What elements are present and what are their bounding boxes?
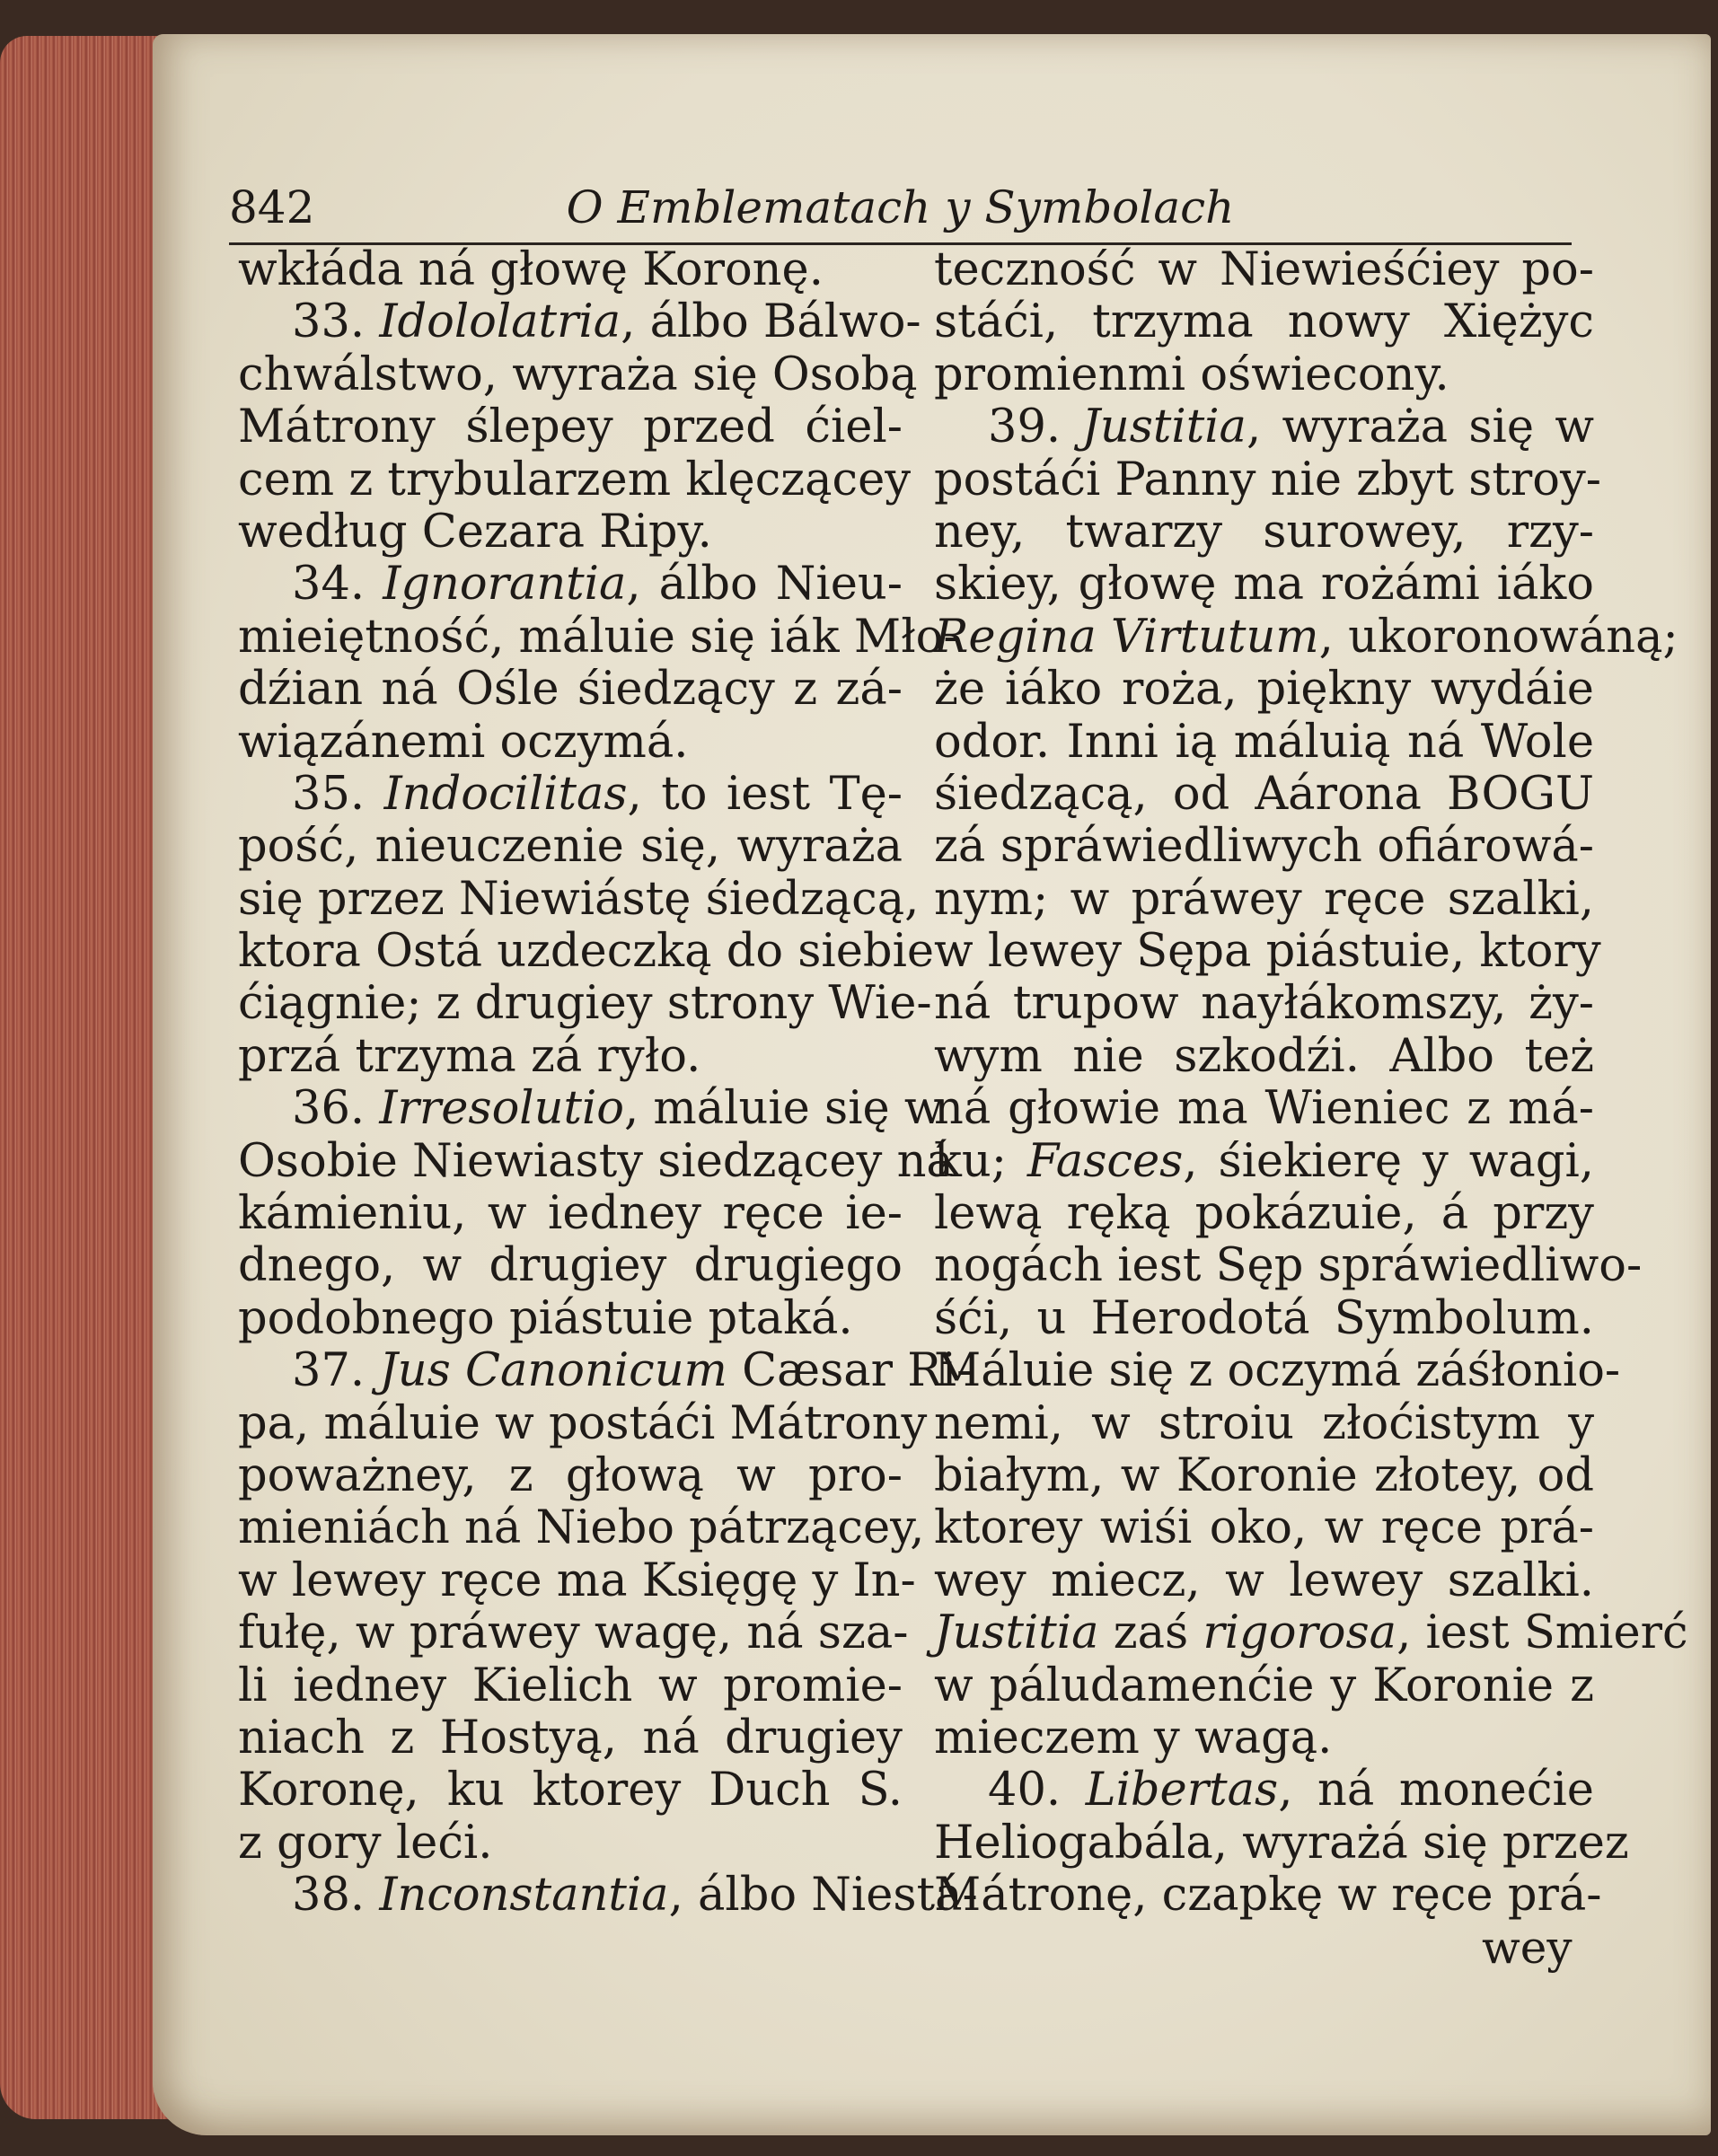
text-line xyxy=(238,506,903,559)
right-text-column xyxy=(934,243,1688,1923)
line-text: , ukoronowáną; xyxy=(1318,610,1678,664)
text-line xyxy=(934,610,1678,664)
text-line xyxy=(238,1817,903,1870)
text-line xyxy=(934,1031,1594,1083)
text-line xyxy=(238,1344,973,1398)
page-header xyxy=(229,178,1572,245)
text-line xyxy=(934,506,1594,559)
line-text: teczność w Niewieśćiey po- xyxy=(934,243,1594,296)
entry-number: 34. xyxy=(292,558,383,612)
text-line xyxy=(934,401,1594,453)
line-text: nemi, w stroiu złoćistym y xyxy=(934,1396,1594,1450)
text-line xyxy=(934,1660,1594,1712)
latin-term: Idololatria xyxy=(379,295,621,349)
line-text: skiey, głowę ma rożámi iáko xyxy=(934,558,1594,612)
line-text: , álbo Bálwo- xyxy=(621,295,921,349)
running-title: O Emblematach y Symbolach xyxy=(566,181,1235,233)
line-text: wey miecz, w lewey szalki. xyxy=(934,1553,1594,1607)
line-text: , álbo Niestá- xyxy=(668,1869,978,1923)
line-text: ktorey wiśi oko, w ręce prá- xyxy=(934,1501,1594,1555)
text-line xyxy=(238,1712,903,1764)
line-text: , máluie się w xyxy=(623,1082,944,1136)
line-text: nogách iest Sęp spráwiedliwo- xyxy=(934,1239,1643,1293)
text-line xyxy=(238,453,912,506)
text-line xyxy=(934,1293,1594,1345)
text-line xyxy=(934,1764,1594,1817)
latin-term: Libertas xyxy=(1085,1764,1279,1817)
text-line xyxy=(934,1188,1594,1240)
line-text: dnego, w drugiey drugiego xyxy=(238,1239,903,1293)
text-line xyxy=(238,1764,903,1817)
text-line xyxy=(934,978,1594,1030)
entry-number: 33. xyxy=(292,295,380,349)
text-line xyxy=(238,821,903,873)
line-text: Cæsar Ri- xyxy=(727,1344,973,1398)
text-line xyxy=(934,1344,1621,1398)
line-text: , śiekierę y wagi, xyxy=(1183,1134,1594,1188)
line-text: śiedzącą, od Aárona BOGU xyxy=(934,767,1594,821)
text-line xyxy=(238,1031,903,1083)
text-line xyxy=(238,1293,903,1345)
catchword: wey xyxy=(1482,1922,1573,1974)
text-line xyxy=(238,244,903,296)
line-text: niach z Hostyą, ná drugiey xyxy=(238,1711,903,1764)
line-text: , to iest Tę- xyxy=(627,767,903,821)
line-text: zá spráwiedliwych ofiárowá- xyxy=(934,820,1594,874)
text-line xyxy=(934,1239,1643,1293)
text-line xyxy=(238,1660,903,1712)
text-line xyxy=(238,1606,909,1660)
line-text: promienmi oświecony. xyxy=(934,348,1449,401)
line-text: ćiągnie; z drugiey strony Wie- xyxy=(238,977,932,1031)
text-line xyxy=(934,296,1594,348)
text-line xyxy=(934,559,1594,611)
text-line xyxy=(934,1555,1594,1607)
line-text: stáći, trzyma nowy Xiężyc xyxy=(934,295,1594,349)
text-line xyxy=(934,821,1594,873)
text-line xyxy=(934,1450,1594,1502)
line-text: ná głowie ma Wieniec z má- xyxy=(934,1082,1594,1136)
text-line xyxy=(934,1136,1594,1188)
text-line xyxy=(238,295,921,349)
line-text: pa, máluie w postáći Mátrony xyxy=(238,1396,928,1450)
latin-term: Indocilitas xyxy=(383,767,628,821)
line-text: , wyraża się w xyxy=(1246,400,1594,454)
line-text: chwálstwo, wyraża się Osobą xyxy=(238,348,918,401)
latin-term: Ignorantia xyxy=(383,558,627,612)
text-line xyxy=(238,1240,903,1292)
text-line xyxy=(934,717,1594,769)
line-text: ná trupow nayłákomszy, ży- xyxy=(934,977,1594,1031)
latin-term: Fasces xyxy=(1026,1134,1184,1188)
entry-number: 39. xyxy=(988,400,1082,454)
line-text: kámieniu, w iedney ręce ie- xyxy=(238,1187,903,1241)
line-text: wiązánemi oczymá. xyxy=(238,715,689,769)
line-text: mieczem y wagą. xyxy=(934,1711,1333,1764)
latin-term: Justitia xyxy=(1081,400,1247,454)
text-line xyxy=(934,244,1594,296)
text-line xyxy=(238,559,903,611)
text-line xyxy=(238,1553,916,1607)
text-line xyxy=(238,610,959,664)
line-text: li iedney Kielich w promie- xyxy=(238,1659,903,1712)
text-line xyxy=(934,349,1594,401)
line-text: białym, w Koronie złotey, od xyxy=(934,1448,1594,1502)
text-line xyxy=(934,1816,1629,1870)
line-text: w páludamenćie y Koronie z xyxy=(934,1659,1594,1712)
line-text: Mátronę, czapkę w ręce prá- xyxy=(934,1869,1602,1923)
line-text: śći, u Herodotá Symbolum. xyxy=(934,1291,1594,1345)
latin-term: rigorosa xyxy=(1203,1606,1397,1660)
line-text: w lewey ręce ma Księgę y In- xyxy=(238,1553,916,1607)
line-text: się przez Niewiástę śiedzącą, xyxy=(238,872,920,926)
line-text: fułę, w práwey wagę, ná sza- xyxy=(238,1606,909,1660)
text-line xyxy=(238,717,903,769)
line-text: z gory leći. xyxy=(238,1816,493,1870)
line-text: poważney, z głową w pro- xyxy=(238,1448,903,1502)
text-line xyxy=(934,769,1594,821)
line-text: według Cezara Ripy. xyxy=(238,505,712,559)
entry-number: 36. xyxy=(292,1082,380,1136)
line-text: podobnego piástuie ptaká. xyxy=(238,1291,853,1345)
line-text: pość, nieuczenie się, wyraża xyxy=(238,820,903,874)
line-text: , iest Smierć xyxy=(1396,1606,1688,1660)
text-line xyxy=(238,769,903,821)
entry-number: 37. xyxy=(292,1344,380,1398)
line-text: Osobie Niewiasty siedzącey ná xyxy=(238,1134,954,1188)
entry-number: 38. xyxy=(292,1869,380,1923)
line-text: przá trzyma zá ryło. xyxy=(238,1029,701,1083)
text-line xyxy=(934,1398,1594,1450)
text-line xyxy=(238,1450,903,1502)
line-text: Koronę, ku ktorey Duch S. xyxy=(238,1764,903,1817)
line-text: nym; w práwey ręce szalki, xyxy=(934,872,1594,926)
line-text: wkłáda ná głowę Koronę. xyxy=(238,243,824,296)
text-line xyxy=(238,925,935,979)
text-line xyxy=(238,1869,978,1923)
text-line xyxy=(934,1083,1594,1135)
line-text: Máluie się z oczymá záśłonio- xyxy=(934,1344,1621,1398)
line-text: ney, twarzy surowey, rzy- xyxy=(934,505,1594,559)
entry-number: 40. xyxy=(988,1764,1086,1817)
text-line xyxy=(934,874,1594,926)
latin-term: Regina Virtutum xyxy=(934,610,1319,664)
text-line xyxy=(238,872,920,926)
line-text: , álbo Nieu- xyxy=(626,558,903,612)
latin-term: Jus Canonicum xyxy=(379,1344,727,1398)
line-text: w lewey Sępa piástuie, ktory xyxy=(934,925,1601,979)
line-text: odor. Inni ią máluią ná Wole xyxy=(934,715,1594,769)
line-text: Mátrony ślepey przed ćiel- xyxy=(238,400,903,454)
line-text: zaś xyxy=(1098,1606,1203,1660)
text-line xyxy=(934,1606,1688,1660)
line-text: mieniách ná Niebo pátrzącey, xyxy=(238,1501,925,1555)
text-line xyxy=(934,1869,1602,1923)
line-text: ktora Ostá uzdeczką do siebie xyxy=(238,925,935,979)
text-line xyxy=(238,401,903,453)
line-text: że iáko roża, piękny wydáie xyxy=(934,663,1594,717)
text-line xyxy=(238,348,918,401)
text-line xyxy=(238,1134,954,1188)
line-text: mieiętność, máluie się iák Mło- xyxy=(238,610,959,664)
left-text-column xyxy=(238,243,978,1923)
text-line xyxy=(934,925,1601,979)
text-line xyxy=(238,1082,944,1136)
text-line xyxy=(934,453,1602,506)
text-line xyxy=(238,1188,903,1240)
line-text: dźian ná Ośle śiedzący z zá- xyxy=(238,663,903,717)
text-line xyxy=(238,1501,925,1555)
line-text: ku; xyxy=(934,1134,1027,1188)
line-text: Heliogabála, wyrażá się przez xyxy=(934,1816,1629,1870)
line-text: lewą ręką pokázuie, á przy xyxy=(934,1187,1594,1241)
latin-term: Justitia xyxy=(934,1606,1099,1660)
line-text: cem z trybularzem klęczącey xyxy=(238,453,912,506)
page-number: 842 xyxy=(229,181,315,233)
text-line xyxy=(238,977,932,1031)
text-line xyxy=(934,1712,1594,1764)
line-text: postáći Panny nie zbyt stroy- xyxy=(934,453,1602,506)
line-text: wym nie szkodźi. Albo też xyxy=(934,1029,1594,1083)
entry-number: 35. xyxy=(292,767,384,821)
text-line xyxy=(934,1502,1594,1554)
latin-term: Irresolutio xyxy=(379,1082,624,1136)
text-line xyxy=(238,664,903,716)
latin-term: Inconstantia xyxy=(379,1869,669,1923)
line-text: , ná monećie xyxy=(1278,1764,1594,1817)
text-line xyxy=(238,1396,928,1450)
text-line xyxy=(934,664,1594,716)
